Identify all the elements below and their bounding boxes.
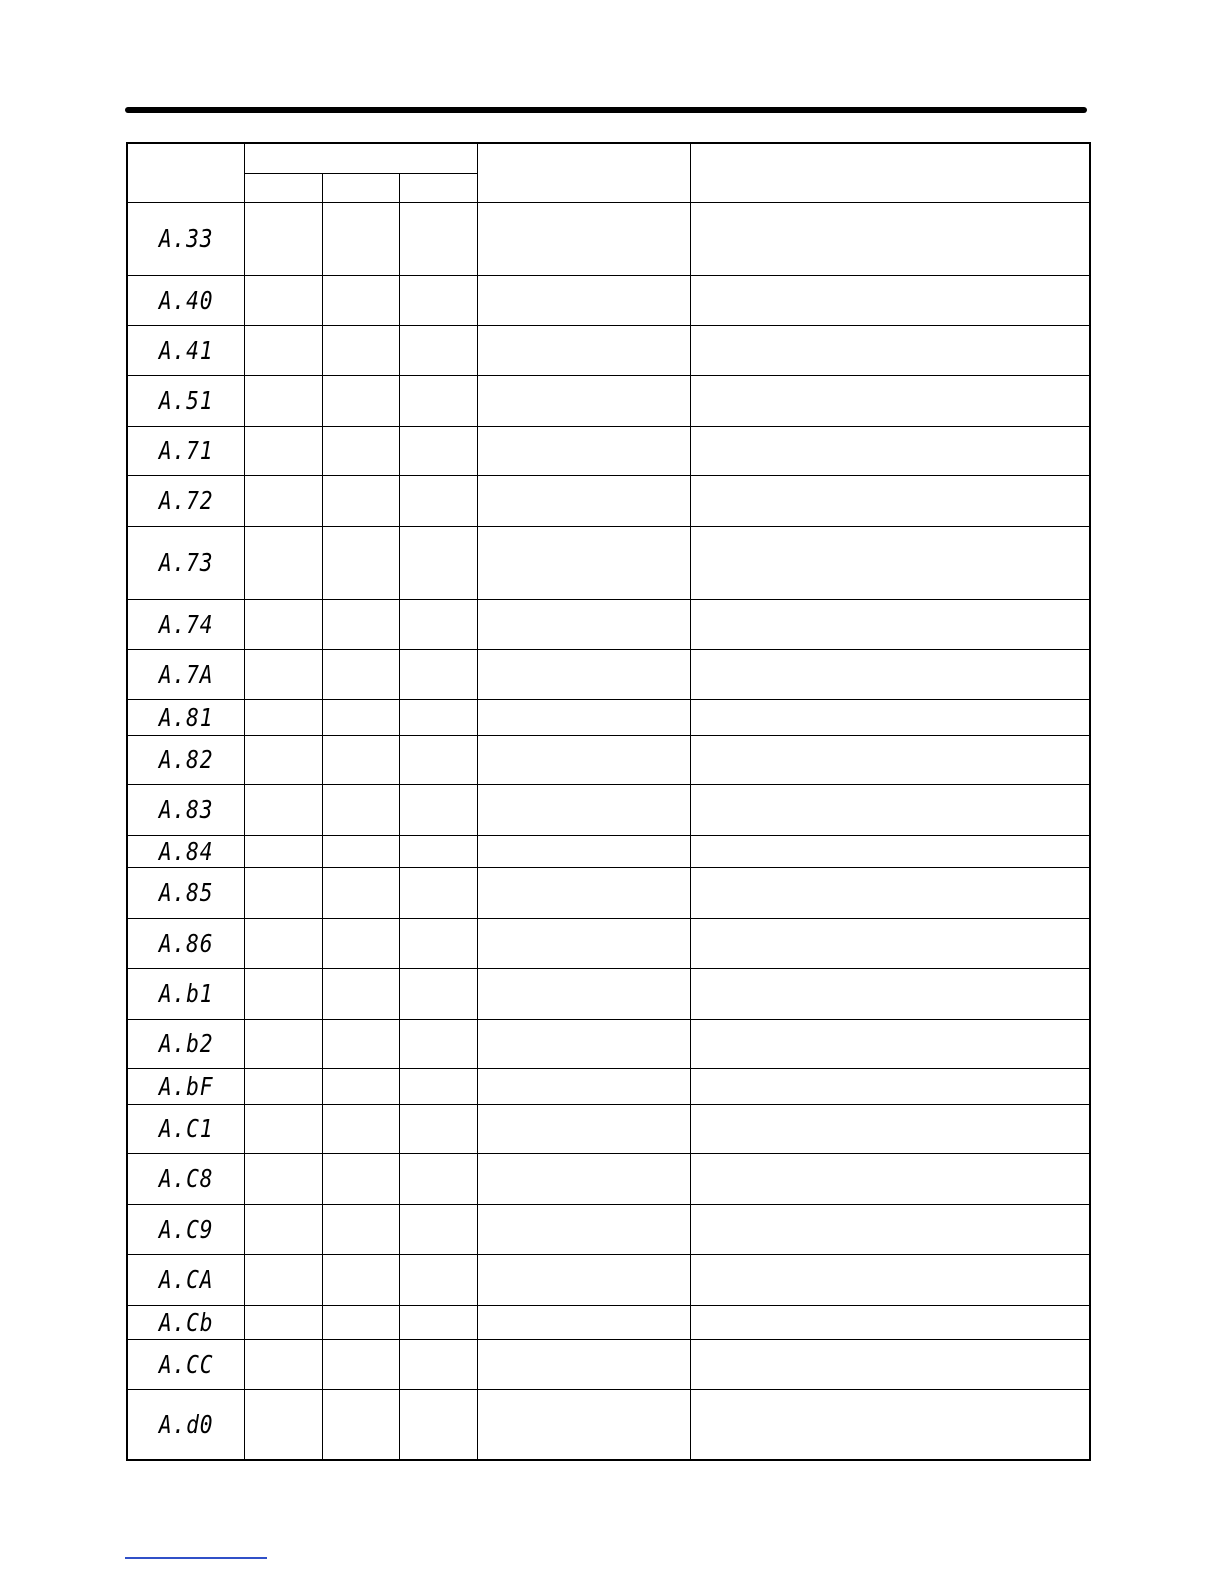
table-row [127,699,1090,735]
empty-cell [690,1153,1090,1204]
empty-cell [399,918,477,968]
empty-cell [322,1153,399,1204]
empty-cell [477,375,690,426]
empty-cell [399,426,477,475]
empty-cell [477,1254,690,1305]
alarm-code-cell [127,375,244,426]
alarm-code: A.73 [158,548,214,577]
empty-cell [322,1204,399,1254]
empty-cell [244,735,322,784]
empty-cell [322,699,399,735]
empty-cell [322,835,399,867]
empty-cell [477,699,690,735]
empty-cell [244,202,322,275]
empty-cell [690,599,1090,649]
empty-cell [690,835,1090,867]
alarm-code-cell [127,968,244,1019]
empty-cell [322,599,399,649]
empty-cell [399,1019,477,1068]
empty-cell [322,1305,399,1339]
empty-cell [690,735,1090,784]
empty-cell [399,1204,477,1254]
empty-cell [477,784,690,835]
alarm-code: A.7A [158,659,214,689]
empty-cell [399,784,477,835]
empty-cell [244,599,322,649]
alarm-code-cell [127,1305,244,1339]
empty-cell [690,699,1090,735]
alarm-code-cell [127,202,244,275]
empty-cell [399,325,477,375]
empty-cell [322,375,399,426]
empty-cell [322,784,399,835]
table-row [127,1339,1090,1389]
alarm-code: A.C8 [158,1164,214,1193]
alarm-code-cell [127,867,244,918]
alarm-code: A.d0 [158,1409,214,1439]
alarm-code: A.CA [158,1265,214,1294]
empty-cell [322,918,399,968]
table-row [127,649,1090,699]
alarm-code: A.81 [158,702,214,732]
table-row [127,1068,1090,1104]
empty-cell [322,1339,399,1389]
empty-cell [399,867,477,918]
alarm-code-cell [127,599,244,649]
table-row [127,735,1090,784]
alarm-code: A.71 [158,436,214,465]
empty-cell [244,526,322,599]
empty-cell [399,526,477,599]
empty-cell [322,968,399,1019]
empty-cell [322,1104,399,1153]
empty-cell [322,426,399,475]
empty-cell [690,1389,1090,1460]
table-row [127,599,1090,649]
alarm-code-cell [127,735,244,784]
alarm-code: A.CC [158,1349,214,1379]
empty-cell [690,649,1090,699]
header-sub-3 [399,173,477,202]
empty-cell [690,475,1090,526]
empty-cell [399,649,477,699]
empty-cell [399,1254,477,1305]
empty-cell [244,375,322,426]
empty-cell [477,599,690,649]
alarm-code: A.C1 [158,1114,214,1143]
alarm-code: A.C9 [158,1214,214,1244]
empty-cell [690,526,1090,599]
alarm-code: A.51 [158,386,214,415]
empty-cell [244,649,322,699]
empty-cell [477,1068,690,1104]
table-row [127,1019,1090,1068]
table-row [127,867,1090,918]
alarm-code: A.b2 [158,1029,214,1058]
alarm-code-cell [127,1389,244,1460]
empty-cell [399,735,477,784]
empty-cell [690,202,1090,275]
alarm-code-cell [127,526,244,599]
alarm-code: A.84 [158,836,214,866]
alarm-code-cell [127,1019,244,1068]
empty-cell [399,1104,477,1153]
empty-cell [477,275,690,325]
empty-cell [477,1153,690,1204]
empty-cell [399,968,477,1019]
header-group [244,143,477,173]
table-row [127,375,1090,426]
alarm-code-cell [127,1153,244,1204]
alarm-code-cell [127,426,244,475]
empty-cell [690,968,1090,1019]
empty-cell [244,1339,322,1389]
empty-cell [244,1153,322,1204]
alarm-code-cell [127,699,244,735]
empty-cell [399,699,477,735]
empty-cell [477,1204,690,1254]
empty-cell [399,375,477,426]
alarm-code-cell [127,1254,244,1305]
empty-cell [399,1339,477,1389]
empty-cell [399,1305,477,1339]
empty-cell [244,968,322,1019]
empty-cell [244,1254,322,1305]
empty-cell [399,599,477,649]
table-row [127,968,1090,1019]
table-row [127,1389,1090,1460]
empty-cell [477,526,690,599]
empty-cell [244,835,322,867]
empty-cell [322,1389,399,1460]
header-meaning [690,143,1090,202]
alarm-code-cell [127,475,244,526]
empty-cell [690,784,1090,835]
empty-cell [690,1068,1090,1104]
empty-cell [244,1019,322,1068]
empty-cell [477,1339,690,1389]
alarm-code: A.33 [158,224,214,253]
empty-cell [399,1153,477,1204]
alarm-code: A.40 [158,285,214,315]
empty-cell [477,968,690,1019]
table-row [127,1204,1090,1254]
empty-cell [244,1068,322,1104]
empty-cell [244,275,322,325]
table-row [127,918,1090,968]
empty-cell [399,475,477,526]
empty-cell [477,325,690,375]
alarm-code-cell [127,275,244,325]
alarm-code-cell [127,1204,244,1254]
empty-cell [690,867,1090,918]
table-row [127,426,1090,475]
empty-cell [244,918,322,968]
empty-cell [322,475,399,526]
empty-cell [244,1204,322,1254]
table-row [127,475,1090,526]
alarm-code-cell [127,1068,244,1104]
empty-cell [244,867,322,918]
empty-cell [477,649,690,699]
empty-cell [690,426,1090,475]
empty-cell [322,526,399,599]
empty-cell [477,835,690,867]
empty-cell [477,1389,690,1460]
empty-cell [477,1305,690,1339]
empty-cell [690,375,1090,426]
empty-cell [244,699,322,735]
alarm-code: A.41 [158,335,214,365]
table-body [127,202,1090,1460]
empty-cell [690,1019,1090,1068]
empty-cell [690,275,1090,325]
table-row [127,526,1090,599]
empty-cell [477,1019,690,1068]
alarm-code-cell [127,325,244,375]
empty-cell [690,1305,1090,1339]
header-sub-2 [322,173,399,202]
empty-cell [477,475,690,526]
empty-cell [322,867,399,918]
alarm-code: A.72 [158,486,214,515]
header-display [127,143,244,202]
empty-cell [244,784,322,835]
empty-cell [477,867,690,918]
empty-cell [690,1254,1090,1305]
alarm-code-cell [127,1104,244,1153]
top-rule [125,107,1087,113]
empty-cell [399,275,477,325]
alarm-code-cell [127,784,244,835]
alarm-code: A.85 [158,878,214,907]
empty-cell [244,1389,322,1460]
alarm-code-cell [127,649,244,699]
header-name [477,143,690,202]
empty-cell [322,735,399,784]
empty-cell [477,1104,690,1153]
empty-cell [399,1389,477,1460]
header-row-1 [127,143,1090,173]
empty-cell [244,1104,322,1153]
alarm-code: A.b1 [158,979,214,1008]
empty-cell [690,1204,1090,1254]
empty-cell [322,202,399,275]
header-sub-1 [244,173,322,202]
alarm-code-cell [127,835,244,867]
empty-cell [477,918,690,968]
empty-cell [690,1104,1090,1153]
empty-cell [477,426,690,475]
table-row [127,1305,1090,1339]
empty-cell [690,918,1090,968]
empty-cell [690,325,1090,375]
alarm-code: A.74 [158,609,214,639]
empty-cell [244,475,322,526]
alarm-table [126,142,1091,1461]
empty-cell [322,1254,399,1305]
alarm-code-cell [127,918,244,968]
empty-cell [477,735,690,784]
empty-cell [399,202,477,275]
table-row [127,1153,1090,1204]
alarm-code: A.bF [158,1071,214,1101]
alarm-code: A.83 [158,795,214,824]
table-row [127,202,1090,275]
empty-cell [477,202,690,275]
table-row [127,1254,1090,1305]
table-row [127,275,1090,325]
table-row [127,1104,1090,1153]
empty-cell [322,1019,399,1068]
alarm-code: A.82 [158,745,214,774]
empty-cell [322,325,399,375]
alarm-code-cell [127,1339,244,1389]
empty-cell [322,649,399,699]
empty-cell [690,1339,1090,1389]
empty-cell [244,1305,322,1339]
empty-cell [244,325,322,375]
empty-cell [322,1068,399,1104]
empty-cell [244,426,322,475]
footer-rule [125,1557,267,1559]
empty-cell [399,835,477,867]
table-row [127,784,1090,835]
alarm-code: A.Cb [158,1307,214,1337]
table-row [127,325,1090,375]
alarm-code: A.86 [158,928,214,958]
empty-cell [322,275,399,325]
table-row [127,835,1090,867]
empty-cell [399,1068,477,1104]
